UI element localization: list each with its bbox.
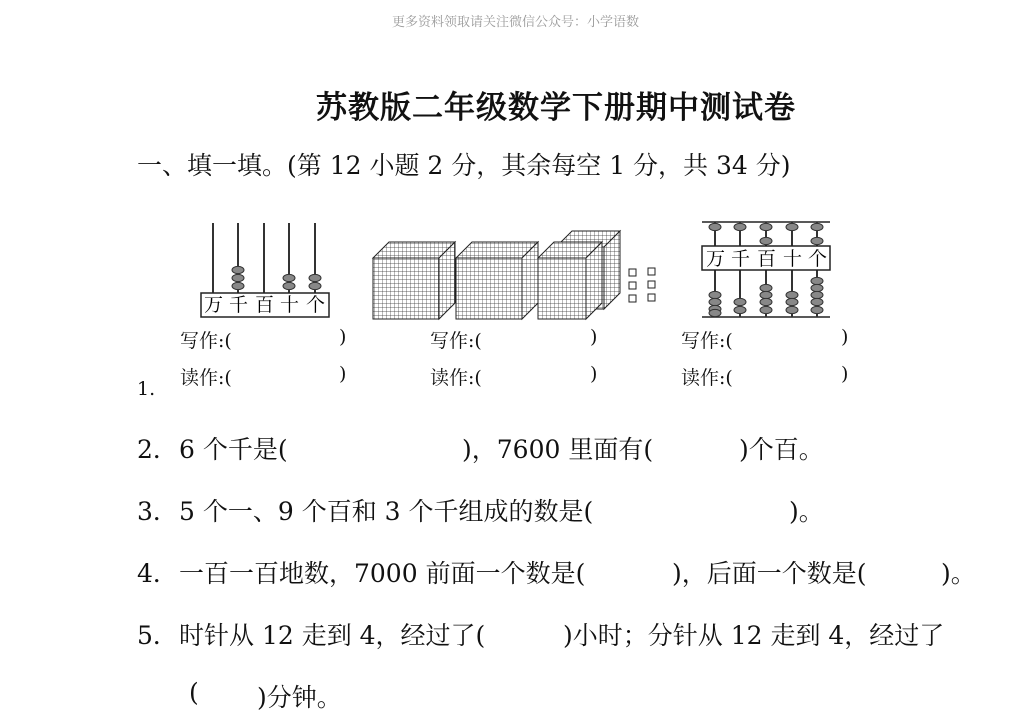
abacus-2-label-wan: 万 (706, 248, 726, 270)
thousand-cube-2 (456, 242, 538, 319)
q4-text-2: )，后面一个数是( (672, 559, 867, 588)
q1-read-2-close: ) (590, 363, 598, 385)
q1-read-3-close: ) (841, 363, 849, 385)
q1-write-3-close: ) (841, 326, 849, 348)
q4-number: 4． (137, 559, 178, 588)
q1-figures (190, 215, 890, 330)
abacus-1-label-qian: 千 (229, 294, 249, 316)
q3-number: 3． (137, 497, 178, 526)
abacus-2-label-bai: 百 (757, 248, 777, 270)
page-title: 苏教版二年级数学下册期中测试卷 (316, 90, 796, 126)
abacus-1-label-bai: 百 (255, 294, 275, 316)
q1-write-3: 写作:( (681, 330, 733, 352)
q1-number: 1. (137, 378, 156, 400)
q1-read-1: 读作:( (180, 367, 232, 389)
hundred-layers (538, 242, 602, 319)
q1-write-2-close: ) (590, 326, 598, 348)
abacus-2-label-ge: 个 (808, 248, 828, 270)
abacus-1-label-wan: 万 (204, 294, 224, 316)
q5-text-1: 时针从 12 走到 4，经过了( (179, 621, 486, 650)
q5-text-2: )小时；分针从 12 走到 4，经过了 (563, 621, 945, 650)
q2-text-2: )，7600 里面有( (462, 435, 654, 464)
q1-read-2: 读作:( (430, 367, 482, 389)
abacus-1-label-shi: 十 (280, 294, 300, 316)
abacus-2 (702, 222, 830, 317)
thousand-cube-1 (373, 242, 455, 319)
abacus-2-label-shi: 十 (783, 248, 803, 270)
q1-read-1-close: ) (339, 363, 347, 385)
abacus-1-label-ge: 个 (306, 294, 326, 316)
q2-number: 2． (137, 435, 178, 464)
section-heading: 一、填一填。(第 12 小题 2 分，其余每空 1 分，共 34 分) (137, 151, 791, 180)
q5-text-4: )分钟。 (257, 683, 342, 712)
header-note: 更多资料领取请关注微信公众号：小学语数 (391, 15, 639, 30)
q5-text-3: ( (189, 678, 199, 707)
abacus-2-label-qian: 千 (731, 248, 751, 270)
q1-read-3: 读作:( (681, 367, 733, 389)
q5-number: 5． (137, 621, 178, 650)
q3-text-2: )。 (789, 497, 824, 526)
q3-text-1: 5 个一、9 个百和 3 个千组成的数是( (179, 497, 594, 526)
q1-write-2: 写作:( (430, 330, 482, 352)
q1-write-1-close: ) (339, 326, 347, 348)
q1-write-1: 写作:( (180, 330, 232, 352)
unit-cubes (629, 268, 655, 302)
q2-text-3: )个百。 (739, 435, 824, 464)
q4-text-3: )。 (941, 559, 976, 588)
abacus-1 (201, 223, 329, 317)
q4-text-1: 一百一百地数，7000 前面一个数是( (179, 559, 586, 588)
q2-text-1: 6 个千是( (179, 435, 288, 464)
